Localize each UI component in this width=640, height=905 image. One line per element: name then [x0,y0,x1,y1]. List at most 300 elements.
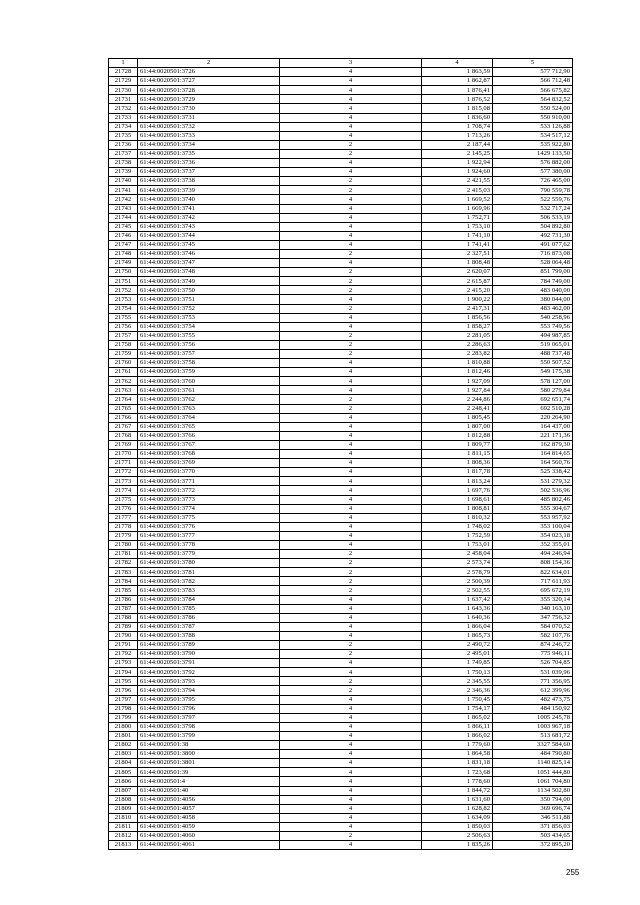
table-row [109,677,573,686]
category-cell: 4 [280,86,422,95]
cadastral-number-cell: 61:44:0020501:3794 [138,686,280,695]
cadastral-number-cell: 61:44:0020501:4059 [138,822,280,831]
header-cell-2: 2 [138,59,280,68]
rate-cell: 2 458,04 [422,550,493,559]
rate-cell: 1 643,36 [422,604,493,613]
value-cell: 577 712,90 [493,68,573,77]
row-number-cell: 21747 [109,240,138,249]
row-number-cell: 21750 [109,268,138,277]
row-number-cell: 21765 [109,404,138,413]
value-cell: 380 044,00 [493,295,573,304]
cadastral-number-cell: 61:44:0020501:3783 [138,586,280,595]
category-cell: 4 [280,513,422,522]
value-cell: 355 320,14 [493,595,573,604]
rate-cell: 1 708,74 [422,122,493,131]
table-row [109,759,573,768]
value-cell: 808 154,36 [493,559,573,568]
table-row [109,822,573,831]
table-row [109,795,573,804]
value-cell: 532 717,24 [493,204,573,213]
rate-cell: 1 876,52 [422,95,493,104]
row-number-cell: 21734 [109,122,138,131]
rate-cell: 2 244,86 [422,395,493,404]
value-cell: 1051 444,80 [493,768,573,777]
row-number-cell: 21802 [109,741,138,750]
cadastral-number-cell: 61:44:0020501:3729 [138,95,280,104]
table-row [109,340,573,349]
rate-cell: 1 835,26 [422,841,493,850]
value-cell: 1140 825,14 [493,759,573,768]
table-row [109,495,573,504]
table-row [109,431,573,440]
cadastral-number-cell: 61:44:0020501:3787 [138,622,280,631]
cadastral-number-cell: 61:44:0020501:3790 [138,650,280,659]
table-row [109,386,573,395]
value-cell: 483 462,00 [493,304,573,313]
row-number-cell: 21756 [109,322,138,331]
cadastral-number-cell: 61:44:0020501:3799 [138,731,280,740]
rate-cell: 2 327,51 [422,249,493,258]
value-cell: 531 039,96 [493,668,573,677]
category-cell: 2 [280,686,422,695]
table-row [109,559,573,568]
category-cell: 2 [280,340,422,349]
cadastral-number-cell: 61:44:0020501:3763 [138,404,280,413]
value-cell: 3327 584,60 [493,741,573,750]
table-row [109,459,573,468]
category-cell: 4 [280,431,422,440]
row-number-cell: 21761 [109,368,138,377]
category-cell: 4 [280,422,422,431]
value-cell: 540 258,96 [493,313,573,322]
rate-cell: 1 864,58 [422,750,493,759]
row-number-cell: 21793 [109,659,138,668]
table-row [109,577,573,586]
category-cell: 4 [280,786,422,795]
row-number-cell: 21785 [109,586,138,595]
rate-cell: 1 836,60 [422,113,493,122]
category-cell: 2 [280,304,422,313]
table-row [109,359,573,368]
row-number-cell: 21733 [109,113,138,122]
rate-cell: 2 415,03 [422,186,493,195]
table-row [109,540,573,549]
row-number-cell: 21735 [109,131,138,140]
table-row [109,177,573,186]
row-number-cell: 21730 [109,86,138,95]
row-number-cell: 21736 [109,140,138,149]
cadastral-number-cell: 61:44:0020501:3793 [138,677,280,686]
cadastral-number-cell: 61:44:0020501:3786 [138,613,280,622]
rate-cell: 2 346,36 [422,686,493,695]
cadastral-number-cell: 61:44:0020501:3752 [138,304,280,313]
row-number-cell: 21784 [109,577,138,586]
value-cell: 550 910,00 [493,113,573,122]
rate-cell: 1 865,73 [422,631,493,640]
value-cell: 566 712,48 [493,77,573,86]
category-cell: 2 [280,404,422,413]
rate-cell: 2 620,07 [422,268,493,277]
row-number-cell: 21753 [109,295,138,304]
row-number-cell: 21774 [109,486,138,495]
value-cell: 851 799,00 [493,268,573,277]
cadastral-number-cell: 61:44:0020501:3733 [138,131,280,140]
value-cell: 692 651,74 [493,395,573,404]
table-row [109,331,573,340]
rate-cell: 1 812,46 [422,368,493,377]
cadastral-number-cell: 61:44:0020501:3777 [138,531,280,540]
category-cell: 4 [280,813,422,822]
value-cell: 513 681,72 [493,731,573,740]
value-cell: 354 023,18 [493,531,573,540]
value-cell: 488 737,48 [493,350,573,359]
value-cell: 164 437,00 [493,422,573,431]
value-cell: 1061 704,80 [493,777,573,786]
value-cell: 716 873,08 [493,249,573,258]
value-cell: 491 077,62 [493,240,573,249]
cadastral-number-cell: 61:44:0020501:3788 [138,631,280,640]
table-row [109,131,573,140]
category-cell: 2 [280,550,422,559]
category-cell: 4 [280,322,422,331]
cadastral-number-cell: 61:44:0020501:3779 [138,550,280,559]
category-cell: 4 [280,668,422,677]
cadastral-number-cell: 61:44:0020501:3773 [138,495,280,504]
table-row [109,313,573,322]
row-number-cell: 21789 [109,622,138,631]
row-number-cell: 21809 [109,804,138,813]
row-number-cell: 21775 [109,495,138,504]
rate-cell: 1 808,48 [422,259,493,268]
category-cell: 2 [280,331,422,340]
cadastral-number-cell: 61:44:0020501:3735 [138,149,280,158]
value-cell: 555 304,67 [493,504,573,513]
category-cell: 4 [280,540,422,549]
value-cell: 535 922,80 [493,140,573,149]
value-cell: 164 814,65 [493,450,573,459]
rate-cell: 2 187,44 [422,140,493,149]
rate-cell: 2 417,31 [422,304,493,313]
cadastral-number-cell: 61:44:0020501:3734 [138,140,280,149]
cadastral-number-cell: 61:44:0020501:3757 [138,350,280,359]
rate-cell: 2 248,41 [422,404,493,413]
table-row [109,813,573,822]
row-number-cell: 21758 [109,340,138,349]
rate-cell: 1 810,32 [422,513,493,522]
rate-cell: 2 615,87 [422,277,493,286]
value-cell: 522 559,76 [493,195,573,204]
table-row [109,295,573,304]
rate-cell: 1 812,88 [422,431,493,440]
rate-cell: 1 753,01 [422,540,493,549]
value-cell: 494 987,85 [493,331,573,340]
table-row [109,686,573,695]
rate-cell: 1 805,45 [422,413,493,422]
cadastral-number-cell: 61:44:0020501:3727 [138,77,280,86]
table-row [109,422,573,431]
row-number-cell: 21741 [109,186,138,195]
cadastral-number-cell: 61:44:0020501:3726 [138,68,280,77]
rate-cell: 1 637,42 [422,595,493,604]
category-cell: 4 [280,359,422,368]
rate-cell: 1 750,13 [422,668,493,677]
value-cell: 695 672,19 [493,586,573,595]
row-number-cell: 21807 [109,786,138,795]
rate-cell: 1 634,09 [422,813,493,822]
value-cell: 577 380,00 [493,168,573,177]
rate-cell: 1 831,18 [422,759,493,768]
row-number-cell: 21797 [109,695,138,704]
value-cell: 775 946,11 [493,650,573,659]
category-cell: 2 [280,249,422,258]
row-number-cell: 21806 [109,777,138,786]
table-row [109,377,573,386]
value-cell: 525 338,42 [493,468,573,477]
row-number-cell: 21777 [109,513,138,522]
category-cell: 4 [280,722,422,731]
table-row [109,213,573,222]
category-cell: 4 [280,704,422,713]
value-cell: 550 524,00 [493,104,573,113]
rate-cell: 2 506,63 [422,831,493,840]
value-cell: 484 150,92 [493,704,573,713]
category-cell: 4 [280,804,422,813]
category-cell: 4 [280,613,422,622]
rate-cell: 2 500,39 [422,577,493,586]
table-row [109,440,573,449]
value-cell: 531 279,32 [493,477,573,486]
category-cell: 2 [280,568,422,577]
cadastral-number-cell: 61:44:0020501:4 [138,777,280,786]
table-row [109,504,573,513]
row-number-cell: 21773 [109,477,138,486]
cadastral-number-cell: 61:44:0020501:3750 [138,286,280,295]
category-cell: 4 [280,240,422,249]
row-number-cell: 21757 [109,331,138,340]
row-number-cell: 21739 [109,168,138,177]
rate-cell: 1 817,78 [422,468,493,477]
cadastral-number-cell: 61:44:0020501:39 [138,768,280,777]
cadastral-number-cell: 61:44:0020501:3753 [138,313,280,322]
category-cell: 4 [280,440,422,449]
category-cell: 2 [280,186,422,195]
category-cell: 2 [280,140,422,149]
table-row [109,659,573,668]
value-cell: 717 611,93 [493,577,573,586]
value-cell: 350 794,00 [493,795,573,804]
cadastral-number-cell: 61:44:0020501:3749 [138,277,280,286]
rate-cell: 1 741,41 [422,240,493,249]
category-cell: 4 [280,450,422,459]
rate-cell: 1 866,04 [422,622,493,631]
cadastral-number-cell: 61:44:0020501:3736 [138,159,280,168]
data-table [108,58,573,850]
category-cell: 4 [280,368,422,377]
category-cell: 4 [280,841,422,850]
value-cell: 584 070,52 [493,622,573,631]
value-cell: 340 163,10 [493,604,573,613]
category-cell: 4 [280,413,422,422]
table-row [109,350,573,359]
rate-cell: 1 900,22 [422,295,493,304]
table-row [109,159,573,168]
table-row [109,168,573,177]
row-number-cell: 21811 [109,822,138,831]
cadastral-number-cell: 61:44:0020501:3747 [138,259,280,268]
value-cell: 533 126,88 [493,122,573,131]
cadastral-number-cell: 61:44:0020501:3738 [138,177,280,186]
cadastral-number-cell: 61:44:0020501:3728 [138,86,280,95]
category-cell: 2 [280,177,422,186]
rate-cell: 1 927,84 [422,386,493,395]
category-cell: 2 [280,559,422,568]
table-row [109,513,573,522]
value-cell: 504 892,80 [493,222,573,231]
value-cell: 582 107,76 [493,631,573,640]
cadastral-number-cell: 61:44:0020501:3742 [138,213,280,222]
value-cell: 612 399,96 [493,686,573,695]
value-cell: 822 634,01 [493,568,573,577]
rate-cell: 2 490,72 [422,641,493,650]
table-row [109,122,573,131]
page-number: 255 [566,868,580,877]
table-row [109,831,573,840]
rate-cell: 1 778,60 [422,777,493,786]
row-number-cell: 21783 [109,568,138,577]
table-row [109,477,573,486]
cadastral-number-cell: 61:44:0020501:3766 [138,431,280,440]
value-cell: 549 175,38 [493,368,573,377]
cadastral-number-cell: 61:44:0020501:4056 [138,795,280,804]
table-row [109,641,573,650]
cadastral-number-cell: 61:44:0020501:3797 [138,713,280,722]
cadastral-number-cell: 61:44:0020501:3784 [138,595,280,604]
table-row [109,804,573,813]
row-number-cell: 21749 [109,259,138,268]
category-cell: 4 [280,477,422,486]
row-number-cell: 21746 [109,231,138,240]
category-cell: 4 [280,386,422,395]
cadastral-number-cell: 61:44:0020501:3739 [138,186,280,195]
category-cell: 2 [280,350,422,359]
cadastral-number-cell: 61:44:0020501:3746 [138,249,280,258]
table-row [109,404,573,413]
category-cell: 2 [280,831,422,840]
value-cell: 485 802,46 [493,495,573,504]
rate-cell: 2 578,79 [422,568,493,577]
cadastral-number-cell: 61:44:0020501:3748 [138,268,280,277]
row-number-cell: 21778 [109,522,138,531]
table-row [109,768,573,777]
category-cell: 2 [280,286,422,295]
row-number-cell: 21755 [109,313,138,322]
cadastral-number-cell: 61:44:0020501:38 [138,741,280,750]
cadastral-number-cell: 61:44:0020501:3744 [138,231,280,240]
row-number-cell: 21812 [109,831,138,840]
value-cell: 506 533,19 [493,213,573,222]
cadastral-number-cell: 61:44:0020501:3730 [138,104,280,113]
category-cell: 4 [280,222,422,231]
cadastral-number-cell: 61:44:0020501:3796 [138,704,280,713]
rate-cell: 2 415,20 [422,286,493,295]
cadastral-number-cell: 61:44:0020501:3745 [138,240,280,249]
row-number-cell: 21731 [109,95,138,104]
cadastral-number-cell: 61:44:0020501:3792 [138,668,280,677]
value-cell: 369 696,74 [493,804,573,813]
cadastral-number-cell: 61:44:0020501:3795 [138,695,280,704]
rate-cell: 2 281,05 [422,331,493,340]
value-cell: 162 879,30 [493,440,573,449]
rate-cell: 1 754,17 [422,704,493,713]
value-cell: 692 510,28 [493,404,573,413]
cadastral-number-cell: 61:44:0020501:3762 [138,395,280,404]
rate-cell: 1 809,77 [422,440,493,449]
category-cell: 4 [280,522,422,531]
rate-cell: 1 808,36 [422,459,493,468]
row-number-cell: 21740 [109,177,138,186]
value-cell: 580 279,84 [493,386,573,395]
value-cell: 790 559,78 [493,186,573,195]
rate-cell: 1 640,36 [422,613,493,622]
rate-cell: 2 573,74 [422,559,493,568]
value-cell: 519 065,01 [493,340,573,349]
row-number-cell: 21792 [109,650,138,659]
rate-cell: 1 922,94 [422,159,493,168]
value-cell: 578 127,00 [493,377,573,386]
table-row [109,604,573,613]
rate-cell: 1 631,60 [422,795,493,804]
category-cell: 4 [280,68,422,77]
cadastral-number-cell: 61:44:0020501:3775 [138,513,280,522]
rate-cell: 1 866,02 [422,731,493,740]
table-row [109,622,573,631]
rate-cell: 1 924,60 [422,168,493,177]
value-cell: 352 355,01 [493,540,573,549]
rate-cell: 1 779,60 [422,741,493,750]
category-cell: 4 [280,695,422,704]
row-number-cell: 21780 [109,540,138,549]
category-cell: 4 [280,659,422,668]
row-number-cell: 21808 [109,795,138,804]
value-cell: 784 749,00 [493,277,573,286]
table-row [109,322,573,331]
row-number-cell: 21732 [109,104,138,113]
row-number-cell: 21799 [109,713,138,722]
row-number-cell: 21800 [109,722,138,731]
table-row [109,731,573,740]
row-number-cell: 21766 [109,413,138,422]
value-cell: 502 536,96 [493,486,573,495]
row-number-cell: 21779 [109,531,138,540]
table-row [109,77,573,86]
row-number-cell: 21791 [109,641,138,650]
value-cell: 528 064,48 [493,259,573,268]
table-row [109,259,573,268]
category-cell: 4 [280,631,422,640]
row-number-cell: 21786 [109,595,138,604]
table-row [109,450,573,459]
category-cell: 4 [280,77,422,86]
row-number-cell: 21776 [109,504,138,513]
category-cell: 2 [280,650,422,659]
rate-cell: 1 815,08 [422,104,493,113]
value-cell: 564 832,52 [493,95,573,104]
cadastral-number-cell: 61:44:0020501:3798 [138,722,280,731]
value-cell: 1134 502,80 [493,786,573,795]
rate-cell: 2 286,63 [422,340,493,349]
rate-cell: 1 858,27 [422,322,493,331]
rate-cell: 1 753,10 [422,222,493,231]
